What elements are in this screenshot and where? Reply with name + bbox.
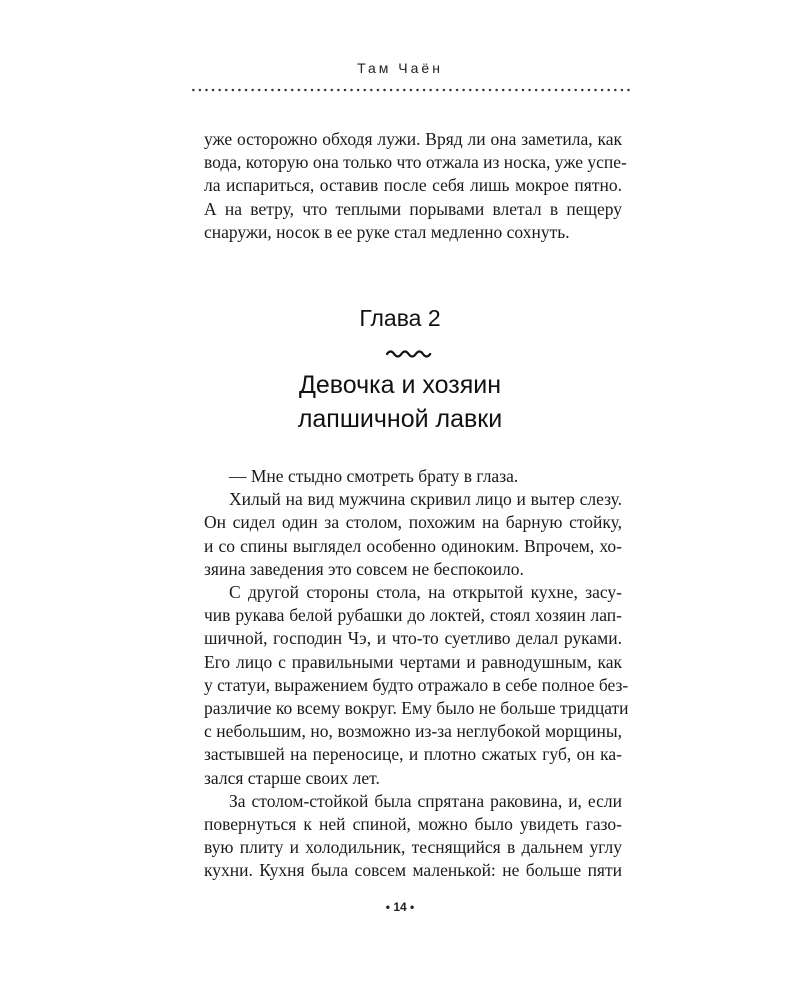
text-line: у статуи, выражением будто отражало в себе полное без-	[204, 674, 629, 695]
text-line: зался старше своих лет.	[204, 767, 380, 788]
text-line: с небольшим, но, возможно из-за неглубокой морщины,	[204, 721, 622, 742]
text-line: С другой стороны стола, на открытой кухне, засу-	[229, 582, 622, 603]
text-line: шичной, господин Чэ, и что-то суетливо делал руками.	[204, 628, 622, 649]
text-line: вода, которую она только что отжала из носка, уже успе-	[204, 152, 627, 173]
text-line: и со спины выглядел особенно одиноким. Впрочем, хо-	[204, 535, 622, 556]
text-line: А на ветру, что теплыми порывами влетал в пещеру	[204, 198, 622, 219]
text-line: уже осторожно обходя лужи. Вряд ли она заметила, как	[204, 129, 622, 149]
text-line: снаружи, носок в ее руке стал медленно сохнуть.	[204, 221, 570, 242]
text-line: различие ко всему вокруг. Ему было не больше тридцати	[204, 698, 629, 719]
running-head-author: Там Чаён	[357, 60, 443, 76]
text-line: ла испариться, оставив после себя лишь мокрое пятно.	[204, 175, 622, 196]
text-line: зяина заведения это совсем не беспокоило.	[204, 558, 524, 579]
text-line: повернуться к ней спиной, можно было увидеть газо-	[204, 814, 622, 835]
chapter-title-line: Девочка и хозяин	[298, 371, 502, 399]
text-line: Он сидел один за столом, похожим на барную стойку,	[204, 512, 622, 533]
page-number: • 14 •	[385, 900, 415, 914]
chapter-title	[0, 368, 800, 436]
dotted-divider	[190, 88, 630, 92]
chapter-number: Глава 2	[359, 305, 441, 331]
text-line: чив рукава белой рубашки до локтей, стоял хозяин лап-	[204, 605, 622, 626]
chapter-body	[204, 465, 629, 883]
text-line: Его лицо с правильными чертами и равнодушным, как	[204, 651, 622, 672]
wave-ornament-icon	[386, 348, 432, 360]
text-line: За столом-стойкой была спрятана раковина, и, если	[229, 790, 622, 811]
text-line: вую плиту и холодильник, теснящийся в дальнем углу	[204, 837, 622, 858]
text-line: — Мне стыдно смотреть брату в глаза.	[229, 466, 519, 486]
text-line: застывшей на переносице, и плотно сжатых губ, он ка-	[204, 744, 622, 765]
continued-paragraph	[204, 128, 627, 244]
text-line: кухни. Кухня была совсем маленькой: не больше пяти	[204, 860, 622, 881]
chapter-title-line: лапшичной лавки	[297, 405, 503, 433]
text-line: Хилый на вид мужчина скривил лицо и вытер слезу.	[229, 489, 622, 510]
